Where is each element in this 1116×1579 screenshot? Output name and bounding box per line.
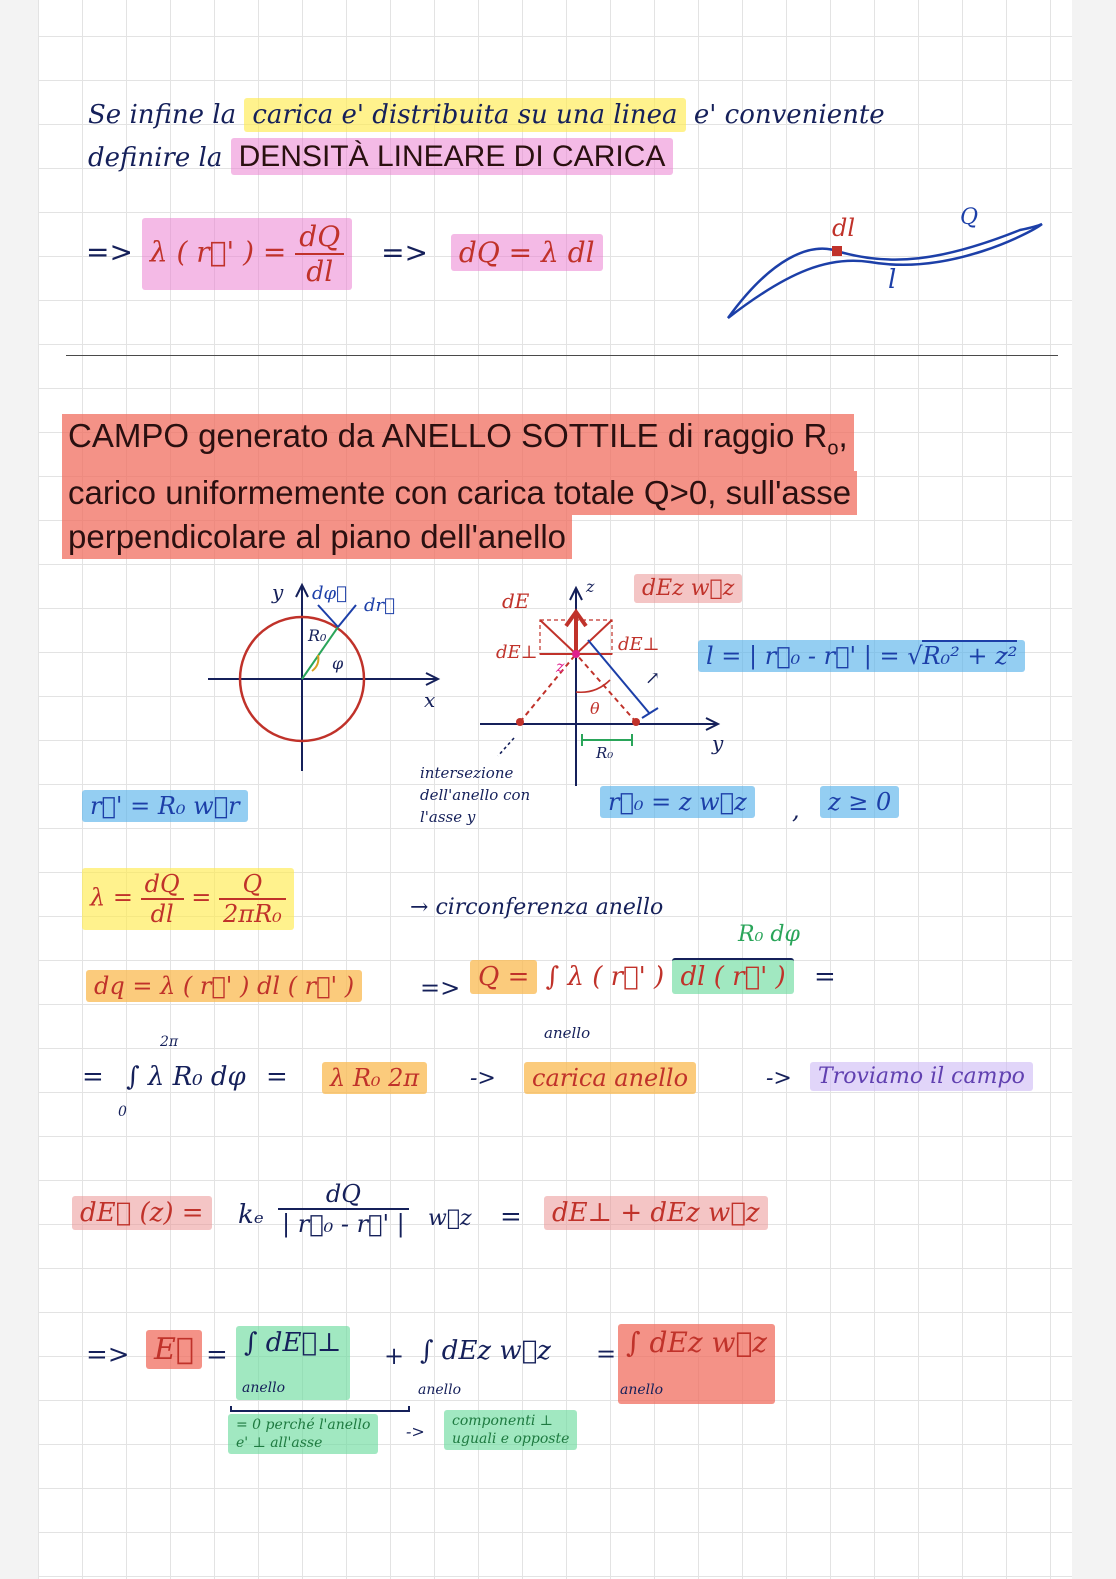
intro-text-end: e' conveniente (693, 100, 885, 130)
dE-perp-right-label: dE⊥ (618, 634, 660, 655)
dq-result: dQ = λ dl (451, 234, 603, 271)
r0-dphi-over: R₀ dφ (738, 922, 800, 947)
point-z (572, 650, 580, 658)
fraction-numerator: dQ (295, 220, 344, 255)
int-arrow-2: -> (766, 1066, 792, 1091)
Q-eq: Q = (470, 960, 537, 994)
intersection-line-1: intersezione (420, 764, 514, 782)
distance-end-tick (642, 708, 658, 718)
underbrace (230, 1406, 410, 1412)
int-eq-2: = (266, 1062, 288, 1092)
dq-arrow: => (420, 974, 461, 1002)
dE-lhs: dE⃗ (z) = (72, 1196, 212, 1230)
integral-upper: 2π (160, 1034, 179, 1050)
dashed-line-left (520, 654, 576, 722)
Q-integral (470, 962, 836, 992)
phi-label: φ (332, 654, 344, 673)
vectors-comma: , (792, 796, 800, 824)
zero-note-line-1: = 0 perché l'anello (236, 1417, 371, 1433)
sqrt-content: R₀² + z² (922, 642, 1018, 670)
integral-line (82, 1062, 288, 1092)
components-note (444, 1410, 577, 1450)
E-perp-under: anello (242, 1380, 286, 1396)
E-z-under: anello (418, 1382, 462, 1398)
E-plus: + (384, 1342, 405, 1370)
note-arrow-2: -> (406, 1422, 425, 1441)
ring-section-title (62, 414, 857, 559)
intersection-pointer (498, 738, 514, 756)
lambda-fraction (295, 220, 344, 288)
lambda-ring-eq: = (191, 883, 212, 912)
dEz-label: dEz w⃗z (634, 574, 742, 603)
r-prime-vector: r⃗' = R₀ w⃗r (82, 790, 248, 822)
r0-vector: r⃗₀ = z w⃗z (600, 786, 755, 818)
fraction-1-numerator: dQ (141, 870, 184, 900)
integral-lower: 0 (118, 1104, 127, 1120)
E-perp-integral: ∫ dE⃗⊥ (236, 1326, 350, 1400)
E-arrow: => (86, 1340, 130, 1370)
components-note-line-1: componenti ⊥ (452, 1413, 553, 1429)
title-comma: , (838, 417, 848, 454)
l-label: l (888, 265, 897, 295)
E-eq-2: = (596, 1340, 617, 1368)
dE-perp-left-label: dE⊥ (496, 642, 538, 663)
int-eq: = (82, 1062, 104, 1092)
E-z-integral: ∫ dEz w⃗z (420, 1336, 551, 1366)
intro-line-1 (88, 100, 885, 130)
z-condition: z ≥ 0 (820, 786, 899, 818)
intersection-line-2: dell'anello con (420, 786, 531, 804)
title-line-3: perpendicolare al piano dell'anello (62, 515, 572, 559)
dphi-label: dφ⃗ (312, 583, 347, 604)
dE-numerator: dQ (278, 1180, 409, 1210)
int-arrow: -> (470, 1066, 496, 1091)
fraction-denominator: dl (306, 255, 334, 288)
troviamo-il-campo: Troviamo il campo (810, 1062, 1033, 1091)
int-expression: ∫ λ R₀ dφ (126, 1062, 246, 1092)
intersection-line-3: l'asse y (420, 808, 476, 826)
dE-unit-vector: w⃗z (428, 1206, 472, 1231)
l-formula (698, 640, 1025, 672)
fraction-1-denominator: dl (150, 900, 174, 928)
components-note-line-2: uguali e opposte (452, 1431, 570, 1447)
circonferenza-note (410, 895, 663, 920)
lambda-ring-fraction-1 (141, 870, 184, 928)
section-divider (66, 355, 1058, 356)
E-eq: = (206, 1340, 228, 1370)
zero-note-line-2: e' ⊥ all'asse (236, 1435, 323, 1451)
dq-formula: dq = λ ( r⃗' ) dl ( r⃗' ) (86, 970, 362, 1002)
zero-note (228, 1414, 378, 1454)
dr-label: dr⃗ (364, 595, 395, 616)
intro-line-2 (88, 140, 673, 174)
r0-label: R₀ (308, 626, 327, 645)
note-arrow: → (410, 895, 436, 920)
title-line-1-text: CAMPO generato da ANELLO SOTTILE di raggio R (68, 417, 828, 454)
lambda-ring-formula (82, 868, 294, 930)
density-title: DENSITÀ LINEARE DI CARICA (231, 138, 674, 175)
dE-fraction (278, 1180, 409, 1238)
dl-label: dl (832, 214, 856, 242)
dr-arrow (338, 605, 356, 627)
x-label: x (424, 688, 436, 712)
lambda-lhs: λ ( r⃗' ) = (149, 235, 287, 269)
charge-result: λ R₀ 2π (322, 1062, 427, 1094)
y-label: y (272, 580, 284, 604)
title-line-2: carico uniformemente con carica totale Q>0, sull'asse (62, 471, 857, 515)
ring-circle-diagram (200, 575, 450, 775)
fraction-2-denominator: 2πR₀ (223, 900, 282, 928)
title-line-1 (62, 414, 854, 471)
lambda-ring-fraction-2 (219, 870, 286, 928)
y-axis-label: y (712, 731, 724, 755)
dE-frac (278, 1180, 409, 1238)
Q-integral-under: anello (544, 1024, 591, 1042)
q-label: Q (960, 205, 979, 230)
dl-segment (832, 246, 842, 256)
note-text: circonferenza anello (435, 895, 664, 920)
l-pointer-arrow: ↗ (645, 668, 661, 689)
highlight-carica-linea: carica e' distribuita su una linea (244, 98, 685, 132)
dE-eq: = (500, 1202, 522, 1232)
intro-text: Se infine la (88, 100, 237, 130)
coulomb-constant: kₑ (238, 1200, 264, 1230)
l-formula-lhs: l = | r⃗₀ - r⃗' | = (706, 642, 900, 670)
z-axis-label: z (586, 577, 595, 596)
implies-arrow-2: => (381, 235, 428, 269)
Q-trailing-eq: = (813, 962, 836, 992)
sqrt-sign: √ (907, 642, 923, 670)
implies-arrow: => (86, 235, 133, 269)
title-subscript: o (827, 437, 839, 460)
lambda-formula (142, 218, 352, 290)
r0-field-label: R₀ (596, 744, 614, 762)
E-result-under: anello (620, 1382, 664, 1398)
charged-wire-sketch (720, 200, 1060, 330)
dE-left-vector (540, 620, 576, 654)
carica-anello-label: carica anello (524, 1062, 696, 1094)
E-result: ∫ dEz w⃗z (618, 1324, 775, 1404)
z-point-label: z (556, 657, 565, 676)
Q-integrand: ∫ λ ( r⃗' ) (545, 962, 665, 992)
dE-label: dE (502, 589, 530, 613)
intersection-note (420, 762, 530, 828)
dl-term: dl ( r⃗' ) (672, 958, 793, 994)
field-vector-diagram (470, 572, 760, 792)
lambda-ring-lhs: λ = (90, 883, 133, 912)
dE-rhs: dE⊥ + dEz w⃗z (544, 1196, 768, 1230)
wire-shape (728, 224, 1042, 318)
dE-denominator: | r⃗₀ - r⃗' | (282, 1210, 405, 1238)
intro-text-definire: definire la (88, 143, 223, 173)
lambda-definition (86, 218, 603, 290)
theta-label: θ (590, 699, 600, 718)
dE-right-vector (576, 620, 612, 654)
fraction-2-numerator: Q (219, 870, 286, 900)
E-vector: E⃗ (146, 1330, 202, 1369)
